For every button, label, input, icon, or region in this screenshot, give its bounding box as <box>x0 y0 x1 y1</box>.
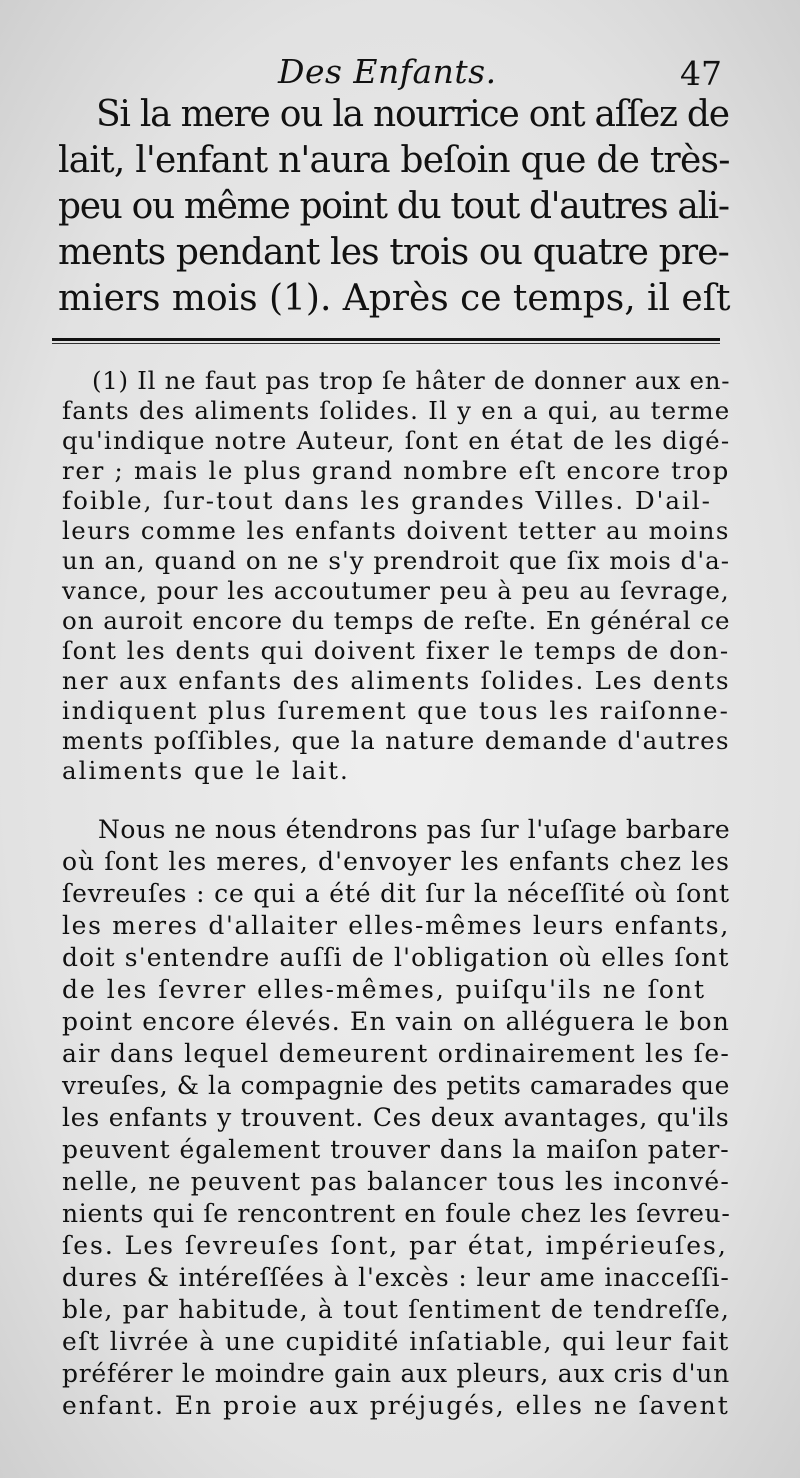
footnote-line: leurs comme les enfants doivent tetter au moins <box>62 516 730 545</box>
footnote-line: vance, pour les accoutumer peu à peu au ſevrage, <box>62 576 730 605</box>
footnote-line: rer ; mais le plus grand nombre eſt encore trop <box>62 456 730 485</box>
footnote-line: fants des aliments ſolides. Il y en a qui, au terme <box>62 396 731 425</box>
footnote-separator-rule <box>52 338 720 344</box>
text-line: peuvent également trouver dans la maiſon pater- <box>62 1135 730 1164</box>
footnote-line: qu'indique notre Auteur, ſont en état de les digé- <box>62 426 731 455</box>
footnote-line: aliments que le lait. <box>62 756 350 785</box>
text-line: les meres d'allaiter elles-mêmes leurs enfants, <box>62 911 730 940</box>
text-line: eſt livrée à une cupidité inſatiable, qui leur fait <box>62 1327 730 1356</box>
text-line: lait, l'enfant n'aura beſoin que de très- <box>58 140 730 181</box>
footnote-line: ner aux enfants des aliments ſolides. Les dents <box>62 666 731 695</box>
footnote-line: foible, ſur-tout dans les grandes Villes. D'ail- <box>62 486 712 515</box>
text-line: doit s'entendre auſſi de l'obligation où elles ſont <box>62 943 730 972</box>
text-line: nients qui ſe rencontrent en foule chez les ſevreu- <box>62 1199 731 1228</box>
text-line: ſes. Les ſevreuſes ſont, par état, impérieuſes, <box>62 1231 728 1260</box>
text-line: ments pendant les trois ou quatre pre- <box>58 232 729 273</box>
footnote-line: indiquent plus ſurement que tous les raiſonne- <box>62 696 730 725</box>
footnote-line: on auroit encore du temps de reſte. En général ce <box>62 606 731 635</box>
text-line: peu ou même point du tout d'autres ali- <box>58 186 729 227</box>
text-line: Si la mere ou la nourrice ont aſſez de <box>96 94 729 135</box>
text-line: les enfants y trouvent. Ces deux avantages, qu'ils <box>62 1103 730 1132</box>
text-line: enfant. En proie aux préjugés, elles ne ſavent <box>62 1391 730 1420</box>
text-line: nelle, ne peuvent pas balancer tous les inconvé- <box>62 1167 731 1196</box>
text-line: où ſont les meres, d'envoyer les enfants chez les <box>62 847 731 876</box>
running-head: Des Enfants. <box>278 52 497 91</box>
text-line: de les ſevrer elles-mêmes, puiſqu'ils ne ſont <box>62 975 707 1004</box>
footnote-line: ſont les dents qui doivent fixer le temps de don- <box>62 636 730 665</box>
text-line: miers mois (1). Après ce temps, il eſt <box>58 278 731 319</box>
text-line: préférer le moindre gain aux pleurs, aux cris d'un <box>62 1359 730 1388</box>
page-number: 47 <box>680 54 722 93</box>
text-line: dures & intéreſſées à l'excès : leur ame inacceſſi- <box>62 1263 730 1292</box>
footnote-line: ments poſſibles, que la nature demande d'autres <box>62 726 730 755</box>
text-line: vreuſes, & la compagnie des petits camarades que <box>62 1071 730 1100</box>
text-line: air dans lequel demeurent ordinairement les ſe- <box>62 1039 731 1068</box>
footnote-line: (1) Il ne faut pas trop ſe hâter de donner aux en- <box>92 366 731 395</box>
text-line: point encore élevés. En vain on alléguera le bon <box>62 1007 730 1036</box>
footnote-line: un an, quand on ne s'y prendroit que ſix mois d'a- <box>62 546 731 575</box>
page-header <box>0 48 800 98</box>
text-line: Nous ne nous étendrons pas ſur l'uſage barbare <box>98 815 731 844</box>
text-line: ble, par habitude, à tout ſentiment de tendreſſe, <box>62 1295 731 1324</box>
text-line: ſevreuſes : ce qui a été dit ſur la néceſſité où ſont <box>62 879 730 908</box>
